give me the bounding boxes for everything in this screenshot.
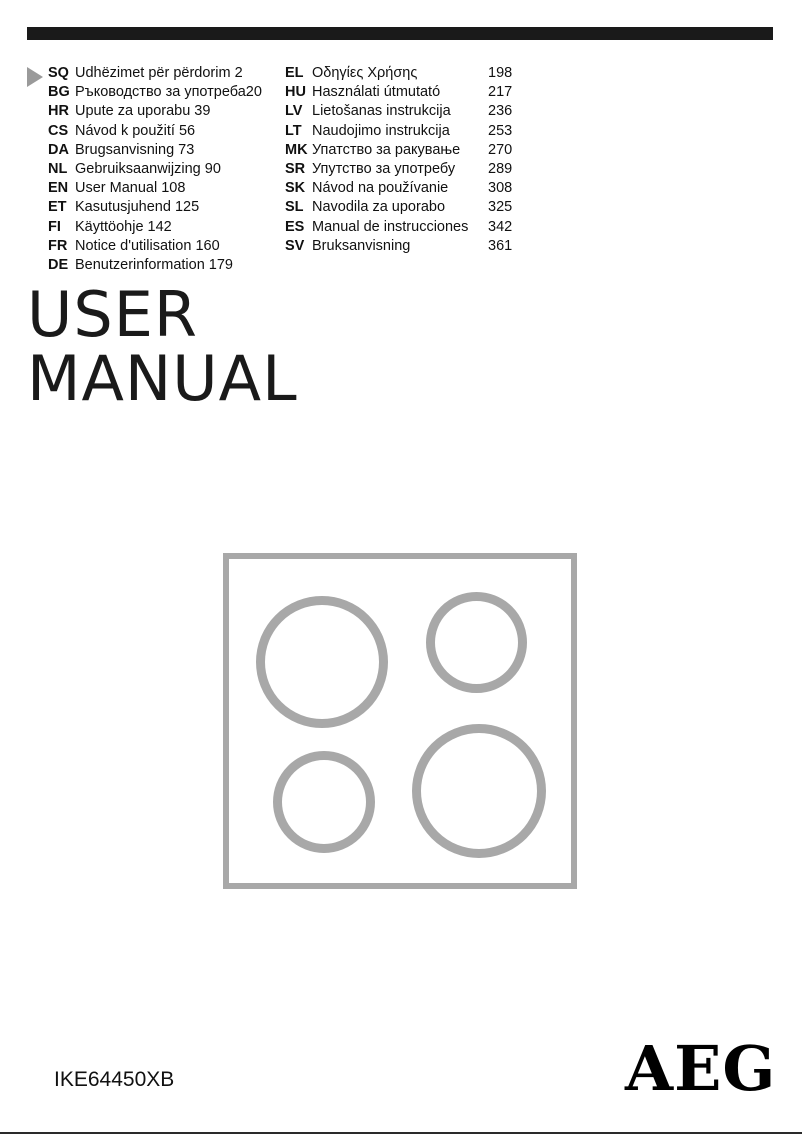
title-line-1: USER [27,278,198,351]
bottom-rule [0,1132,802,1134]
title-line-2: MANUAL [27,342,298,415]
language-label: Udhëzimet për përdorim 2 [75,65,243,81]
language-item [48,198,288,217]
language-code: LV [285,103,303,120]
language-label: User Manual 108 [75,180,186,197]
language-item [285,237,525,256]
language-code: SK [285,180,306,197]
language-code: EN [48,180,69,197]
cooking-zone-top-right [426,592,527,693]
language-list-left [48,64,288,275]
language-item [48,122,288,141]
language-code: EL [285,65,304,81]
language-page: 270 [488,141,513,158]
language-item [48,237,288,256]
language-label: Návod k použití 56 [75,122,196,139]
language-item [285,122,525,141]
brand-logo: AEG [625,1032,777,1105]
language-label: Bruksanvisning [312,237,411,254]
language-item [285,198,525,217]
language-code: HR [48,103,69,120]
language-label: Käyttöohje 142 [75,218,172,235]
language-label: Kasutusjuhend 125 [75,199,200,216]
language-item [48,141,288,160]
cooking-zone-bottom-right [412,724,546,858]
triangle-right-icon [27,67,43,87]
language-page: 217 [488,84,513,101]
language-label: Benutzerinformation 179 [75,256,233,273]
language-label: Lietošanas instrukcija [312,103,451,120]
language-code: BG [48,84,70,101]
language-label: Οδηγίες Χρήσης [312,65,418,81]
language-label: Ръководство за употреба20 [75,84,262,101]
language-page: 253 [488,122,513,139]
manual-title [27,278,298,415]
language-item [285,160,525,179]
language-code: FI [48,218,61,235]
language-label: Упатство за ракување [312,141,461,158]
language-label: Návod na používanie [312,180,449,197]
language-item [285,218,525,237]
language-page: 198 [488,65,513,81]
language-code: ET [48,199,67,216]
language-code: SL [285,199,304,216]
language-label: Upute za uporabu 39 [75,103,211,120]
language-code: ES [285,218,305,235]
cooking-zone-top-left [256,596,388,728]
language-item [48,102,288,121]
top-bar [27,27,773,40]
language-item [48,160,288,179]
language-item [285,141,525,160]
language-label: Használati útmutató [312,84,441,101]
language-list-right [285,64,525,256]
language-label: Manual de instrucciones [312,218,469,235]
language-code: NL [48,160,68,177]
language-page: 308 [488,180,513,197]
language-code: FR [48,237,68,254]
language-page: 361 [488,237,513,254]
language-item [48,256,288,275]
language-label: Naudojimo instrukcija [312,122,450,139]
language-code: SR [285,160,306,177]
cooking-zone-bottom-left [273,751,375,853]
language-page: 236 [488,103,513,120]
language-code: LT [285,122,302,139]
model-number: IKE64450XB [54,1068,175,1091]
language-code: SQ [48,65,69,81]
language-item [285,83,525,102]
language-label: Notice d'utilisation 160 [75,237,220,254]
language-code: HU [285,84,306,101]
language-code: DE [48,256,69,273]
language-label: Navodila za uporabo [312,199,446,216]
language-code: SV [285,237,305,254]
language-code: MK [285,141,308,158]
language-item [48,64,288,83]
language-page: 289 [488,160,513,177]
language-label: Упутство за употребу [312,160,456,177]
language-code: CS [48,122,69,139]
language-item [48,179,288,198]
language-item [285,102,525,121]
language-item [48,218,288,237]
language-item [285,64,525,83]
language-item [48,83,288,102]
language-code: DA [48,141,69,158]
language-page: 342 [488,218,513,235]
language-item [285,179,525,198]
language-label: Brugsanvisning 73 [75,141,195,158]
language-page: 325 [488,199,513,216]
language-label: Gebruiksaanwijzing 90 [75,160,221,177]
